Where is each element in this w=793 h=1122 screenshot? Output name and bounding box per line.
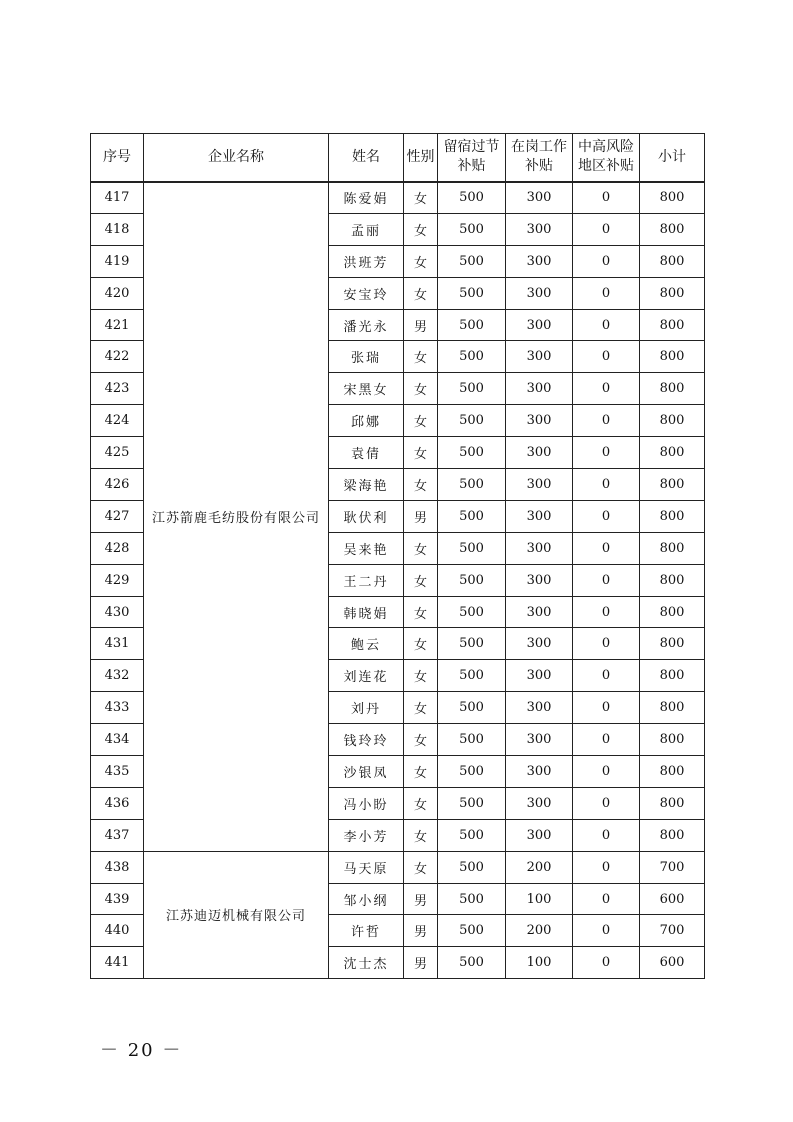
cell-risk-subsidy: 0 xyxy=(573,245,640,277)
cell-name: 孟丽 xyxy=(329,213,404,245)
cell-name: 冯小盼 xyxy=(329,787,404,819)
cell-onpost-subsidy: 300 xyxy=(506,341,573,373)
cell-total: 800 xyxy=(640,692,705,724)
cell-stay-subsidy: 500 xyxy=(438,277,506,309)
cell-gender: 男 xyxy=(404,947,438,979)
cell-name: 洪班芳 xyxy=(329,245,404,277)
cell-gender: 女 xyxy=(404,724,438,756)
cell-name: 鲍云 xyxy=(329,628,404,660)
header-stay-subsidy xyxy=(438,134,506,182)
cell-total: 800 xyxy=(640,756,705,788)
header-seq: 序号 xyxy=(91,134,144,182)
cell-onpost-subsidy: 300 xyxy=(506,787,573,819)
cell-gender: 女 xyxy=(404,660,438,692)
cell-total: 800 xyxy=(640,373,705,405)
cell-total: 800 xyxy=(640,787,705,819)
cell-stay-subsidy: 500 xyxy=(438,309,506,341)
cell-seq: 430 xyxy=(91,596,144,628)
cell-risk-subsidy: 0 xyxy=(573,851,640,883)
cell-stay-subsidy: 500 xyxy=(438,437,506,469)
cell-stay-subsidy: 500 xyxy=(438,532,506,564)
table-body xyxy=(91,182,705,979)
cell-total: 800 xyxy=(640,628,705,660)
cell-stay-subsidy: 500 xyxy=(438,628,506,660)
cell-onpost-subsidy: 300 xyxy=(506,532,573,564)
cell-total: 800 xyxy=(640,532,705,564)
cell-stay-subsidy: 500 xyxy=(438,724,506,756)
page-number: － 20 － xyxy=(100,1040,183,1061)
cell-onpost-subsidy: 100 xyxy=(506,883,573,915)
cell-seq: 417 xyxy=(91,182,144,214)
cell-name: 王二丹 xyxy=(329,564,404,596)
cell-stay-subsidy: 500 xyxy=(438,341,506,373)
cell-name: 韩晓娟 xyxy=(329,596,404,628)
cell-stay-subsidy: 500 xyxy=(438,756,506,788)
cell-risk-subsidy: 0 xyxy=(573,628,640,660)
cell-onpost-subsidy: 300 xyxy=(506,405,573,437)
cell-risk-subsidy: 0 xyxy=(573,532,640,564)
cell-name: 安宝玲 xyxy=(329,277,404,309)
cell-name: 袁倩 xyxy=(329,437,404,469)
cell-total: 800 xyxy=(640,596,705,628)
cell-stay-subsidy: 500 xyxy=(438,500,506,532)
cell-stay-subsidy: 500 xyxy=(438,564,506,596)
cell-gender: 女 xyxy=(404,564,438,596)
header-stay-line1: 留宿过节 xyxy=(443,139,500,156)
cell-stay-subsidy: 500 xyxy=(438,883,506,915)
cell-risk-subsidy: 0 xyxy=(573,596,640,628)
cell-total: 800 xyxy=(640,564,705,596)
cell-risk-subsidy: 0 xyxy=(573,373,640,405)
cell-onpost-subsidy: 300 xyxy=(506,437,573,469)
cell-total: 800 xyxy=(640,500,705,532)
cell-gender: 男 xyxy=(404,883,438,915)
cell-seq: 433 xyxy=(91,692,144,724)
cell-total: 600 xyxy=(640,883,705,915)
cell-stay-subsidy: 500 xyxy=(438,851,506,883)
cell-risk-subsidy: 0 xyxy=(573,182,640,214)
cell-seq: 432 xyxy=(91,660,144,692)
cell-seq: 418 xyxy=(91,213,144,245)
cell-gender: 男 xyxy=(404,915,438,947)
header-stay-line2: 补贴 xyxy=(457,158,486,175)
cell-seq: 439 xyxy=(91,883,144,915)
cell-seq: 422 xyxy=(91,341,144,373)
header-onpost-line1: 在岗工作 xyxy=(511,139,567,156)
cell-total: 800 xyxy=(640,724,705,756)
header-row xyxy=(91,134,705,182)
cell-seq: 421 xyxy=(91,309,144,341)
cell-stay-subsidy: 500 xyxy=(438,373,506,405)
cell-risk-subsidy: 0 xyxy=(573,756,640,788)
cell-seq: 437 xyxy=(91,819,144,851)
cell-stay-subsidy: 500 xyxy=(438,915,506,947)
cell-total: 800 xyxy=(640,277,705,309)
cell-onpost-subsidy: 200 xyxy=(506,915,573,947)
cell-name: 钱玲玲 xyxy=(329,724,404,756)
cell-onpost-subsidy: 300 xyxy=(506,724,573,756)
cell-name: 邱娜 xyxy=(329,405,404,437)
cell-stay-subsidy: 500 xyxy=(438,787,506,819)
header-total: 小计 xyxy=(640,134,705,182)
cell-seq: 420 xyxy=(91,277,144,309)
cell-total: 700 xyxy=(640,915,705,947)
cell-total: 800 xyxy=(640,405,705,437)
cell-onpost-subsidy: 300 xyxy=(506,819,573,851)
cell-name: 潘光永 xyxy=(329,309,404,341)
cell-stay-subsidy: 500 xyxy=(438,405,506,437)
cell-gender: 女 xyxy=(404,819,438,851)
cell-onpost-subsidy: 300 xyxy=(506,213,573,245)
cell-risk-subsidy: 0 xyxy=(573,787,640,819)
cell-gender: 女 xyxy=(404,628,438,660)
cell-name: 沙银凤 xyxy=(329,756,404,788)
cell-name: 许哲 xyxy=(329,915,404,947)
cell-name: 刘连花 xyxy=(329,660,404,692)
cell-gender: 女 xyxy=(404,245,438,277)
cell-gender: 男 xyxy=(404,500,438,532)
cell-gender: 女 xyxy=(404,596,438,628)
cell-risk-subsidy: 0 xyxy=(573,883,640,915)
cell-name: 马天原 xyxy=(329,851,404,883)
header-risk-line2: 地区补贴 xyxy=(578,158,634,175)
cell-onpost-subsidy: 300 xyxy=(506,756,573,788)
cell-risk-subsidy: 0 xyxy=(573,660,640,692)
cell-risk-subsidy: 0 xyxy=(573,405,640,437)
cell-onpost-subsidy: 300 xyxy=(506,596,573,628)
cell-seq: 440 xyxy=(91,915,144,947)
cell-stay-subsidy: 500 xyxy=(438,596,506,628)
cell-stay-subsidy: 500 xyxy=(438,245,506,277)
header-risk-line1: 中高风险 xyxy=(578,139,634,156)
cell-total: 700 xyxy=(640,851,705,883)
cell-risk-subsidy: 0 xyxy=(573,947,640,979)
cell-risk-subsidy: 0 xyxy=(573,500,640,532)
cell-seq: 441 xyxy=(91,947,144,979)
header-onpost-line2: 补贴 xyxy=(525,158,553,175)
cell-seq: 427 xyxy=(91,500,144,532)
cell-name: 宋黑女 xyxy=(329,373,404,405)
cell-risk-subsidy: 0 xyxy=(573,341,640,373)
cell-seq: 423 xyxy=(91,373,144,405)
header-name: 姓名 xyxy=(329,134,404,182)
header-risk-subsidy xyxy=(573,134,640,182)
cell-onpost-subsidy: 300 xyxy=(506,309,573,341)
header-gender: 性别 xyxy=(404,134,438,182)
cell-gender: 女 xyxy=(404,341,438,373)
cell-total: 800 xyxy=(640,819,705,851)
cell-name: 梁海艳 xyxy=(329,469,404,501)
header-onpost-subsidy xyxy=(506,134,573,182)
cell-stay-subsidy: 500 xyxy=(438,819,506,851)
cell-company: 江苏箭鹿毛纺股份有限公司 xyxy=(144,182,329,852)
cell-name: 邹小纲 xyxy=(329,883,404,915)
cell-risk-subsidy: 0 xyxy=(573,437,640,469)
cell-risk-subsidy: 0 xyxy=(573,277,640,309)
cell-seq: 434 xyxy=(91,724,144,756)
cell-risk-subsidy: 0 xyxy=(573,564,640,596)
cell-name: 吴来艳 xyxy=(329,532,404,564)
cell-risk-subsidy: 0 xyxy=(573,692,640,724)
cell-gender: 女 xyxy=(404,692,438,724)
cell-total: 800 xyxy=(640,309,705,341)
cell-total: 800 xyxy=(640,245,705,277)
cell-onpost-subsidy: 300 xyxy=(506,277,573,309)
cell-onpost-subsidy: 300 xyxy=(506,564,573,596)
cell-stay-subsidy: 500 xyxy=(438,469,506,501)
cell-gender: 女 xyxy=(404,756,438,788)
cell-total: 800 xyxy=(640,469,705,501)
cell-gender: 女 xyxy=(404,213,438,245)
cell-onpost-subsidy: 300 xyxy=(506,692,573,724)
cell-name: 陈爱娟 xyxy=(329,182,404,214)
cell-company: 江苏迪迈机械有限公司 xyxy=(144,851,329,979)
cell-seq: 426 xyxy=(91,469,144,501)
cell-onpost-subsidy: 300 xyxy=(506,245,573,277)
cell-risk-subsidy: 0 xyxy=(573,309,640,341)
cell-seq: 424 xyxy=(91,405,144,437)
cell-stay-subsidy: 500 xyxy=(438,182,506,214)
cell-onpost-subsidy: 300 xyxy=(506,469,573,501)
cell-stay-subsidy: 500 xyxy=(438,213,506,245)
cell-gender: 男 xyxy=(404,309,438,341)
cell-total: 800 xyxy=(640,213,705,245)
cell-seq: 429 xyxy=(91,564,144,596)
cell-seq: 428 xyxy=(91,532,144,564)
cell-seq: 438 xyxy=(91,851,144,883)
header-company: 企业名称 xyxy=(144,134,329,182)
cell-risk-subsidy: 0 xyxy=(573,724,640,756)
cell-name: 李小芳 xyxy=(329,819,404,851)
table-row xyxy=(91,851,705,883)
cell-onpost-subsidy: 300 xyxy=(506,182,573,214)
cell-onpost-subsidy: 100 xyxy=(506,947,573,979)
cell-stay-subsidy: 500 xyxy=(438,660,506,692)
cell-gender: 女 xyxy=(404,405,438,437)
cell-risk-subsidy: 0 xyxy=(573,915,640,947)
cell-name: 刘丹 xyxy=(329,692,404,724)
cell-total: 800 xyxy=(640,437,705,469)
cell-onpost-subsidy: 300 xyxy=(506,500,573,532)
cell-onpost-subsidy: 300 xyxy=(506,628,573,660)
cell-name: 张瑞 xyxy=(329,341,404,373)
cell-total: 600 xyxy=(640,947,705,979)
cell-seq: 435 xyxy=(91,756,144,788)
cell-seq: 436 xyxy=(91,787,144,819)
cell-name: 沈士杰 xyxy=(329,947,404,979)
cell-stay-subsidy: 500 xyxy=(438,692,506,724)
cell-onpost-subsidy: 300 xyxy=(506,373,573,405)
cell-gender: 女 xyxy=(404,851,438,883)
cell-seq: 431 xyxy=(91,628,144,660)
cell-gender: 女 xyxy=(404,787,438,819)
cell-gender: 女 xyxy=(404,437,438,469)
cell-risk-subsidy: 0 xyxy=(573,469,640,501)
cell-total: 800 xyxy=(640,182,705,214)
cell-stay-subsidy: 500 xyxy=(438,947,506,979)
cell-gender: 女 xyxy=(404,277,438,309)
cell-gender: 女 xyxy=(404,469,438,501)
cell-onpost-subsidy: 200 xyxy=(506,851,573,883)
cell-risk-subsidy: 0 xyxy=(573,819,640,851)
cell-seq: 425 xyxy=(91,437,144,469)
cell-onpost-subsidy: 300 xyxy=(506,660,573,692)
cell-name: 耿伏利 xyxy=(329,500,404,532)
cell-seq: 419 xyxy=(91,245,144,277)
cell-total: 800 xyxy=(640,660,705,692)
subsidy-table xyxy=(90,133,705,979)
cell-risk-subsidy: 0 xyxy=(573,213,640,245)
cell-gender: 女 xyxy=(404,373,438,405)
cell-gender: 女 xyxy=(404,532,438,564)
cell-gender: 女 xyxy=(404,182,438,214)
table-row xyxy=(91,182,705,214)
cell-total: 800 xyxy=(640,341,705,373)
